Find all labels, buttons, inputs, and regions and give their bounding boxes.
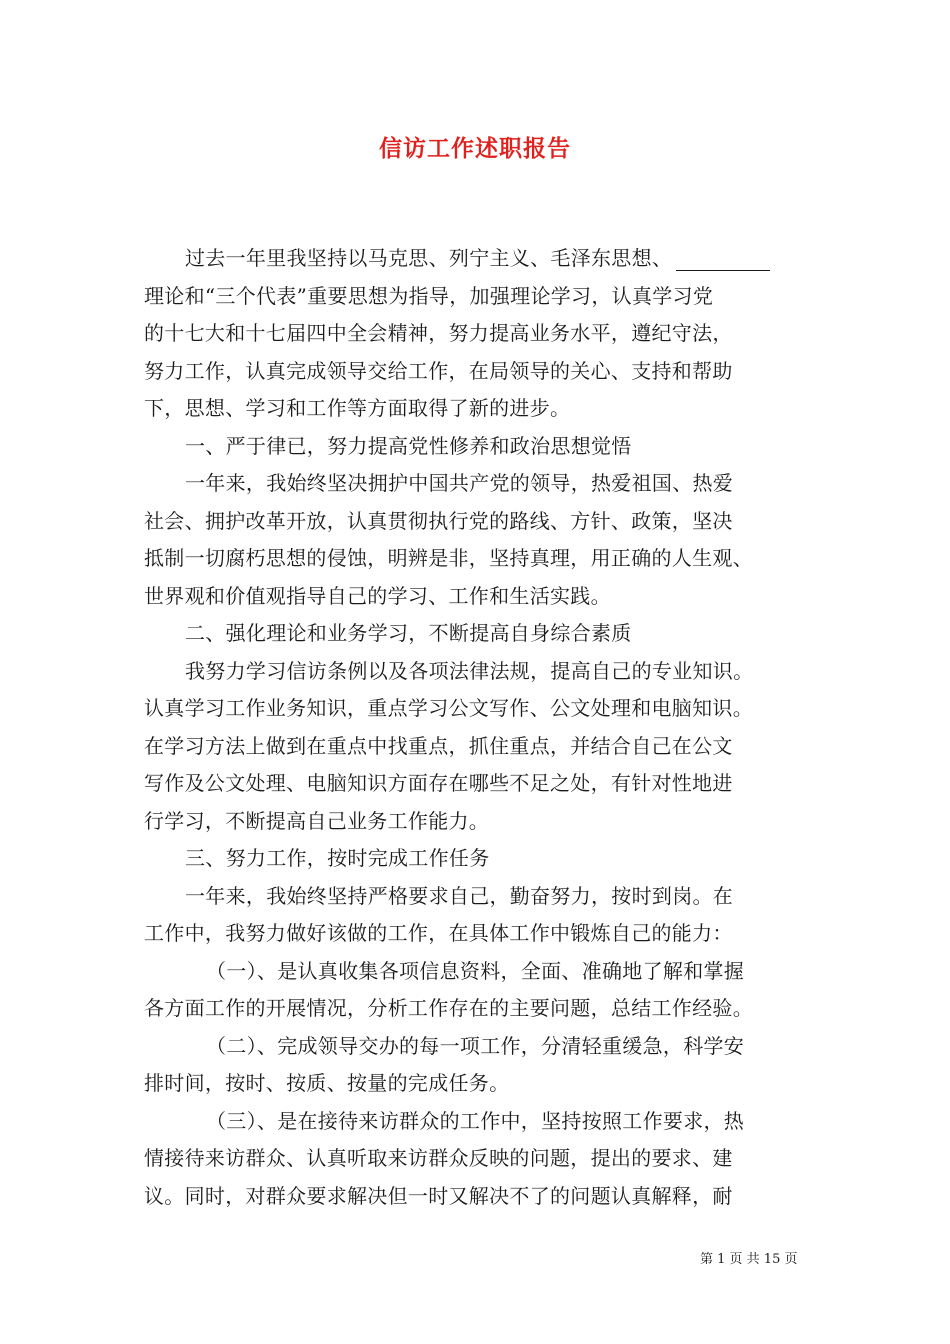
blank-underline [676,248,770,271]
paragraph-line: 过去一年里我坚持以马克思、列宁主义、毛泽东思想、 [144,240,809,278]
paragraph-line: 理论和“三个代表”重要思想为指导，加强理论学习，认真学习党 [144,283,714,308]
paragraph-line: 下，思想、学习和工作等方面取得了新的进步。 [144,396,571,420]
document-body [144,240,809,1215]
paragraph-line: 一年来，我始终坚决拥护中国共产党的领导，热爱祖国、热爱 [185,471,734,495]
paragraph-line: 社会、拥护改革开放，认真贯彻执行党的路线、方针、政策，坚决 [144,508,733,533]
paragraph-line: 在学习方法上做到在重点中找重点，抓住重点，并结合自己在公文 [144,733,733,758]
paragraph-line: 议。同时，对群众要求解决但一时又解决不了的问题认真解释，耐 [144,1183,733,1208]
section-heading: 二、强化理论和业务学习，不断提高自身综合素质 [185,621,632,645]
paragraph-line: 工作中，我努力做好该做的工作，在具体工作中锻炼自己的能力： [144,921,733,945]
paragraph-line: 抵制一切腐朽思想的侵蚀，明辨是非，坚持真理，用正确的人生观、 [144,546,753,570]
paragraph-line: 各方面工作的开展情况，分析工作存在的主要问题，总结工作经验。 [144,996,753,1020]
section-heading: 三、努力工作，按时完成工作任务 [185,846,490,870]
list-item-line: （二）、完成领导交办的每一项工作，分清轻重缓急，科学安 [206,1033,745,1058]
section-heading: 一、严于律已，努力提高党性修养和政治思想觉悟 [185,433,632,458]
page-number-footer: 第 1 页 共 15 页 [700,1252,798,1267]
paragraph-line: 的十七大和十七届四中全会精神，努力提高业务水平，遵纪守法， [144,321,733,345]
list-item-line: （一）、是认真收集各项信息资料，全面、准确地了解和掌握 [206,958,745,983]
paragraph-line: 情接待来访群众、认真听取来访群众反映的问题，提出的要求、建 [144,1146,733,1170]
list-item-line: （三）、是在接待来访群众的工作中，坚持按照工作要求，热 [206,1108,745,1133]
paragraph-line: 写作及公文处理、电脑知识方面存在哪些不足之处，有针对性地进 [144,771,733,795]
document-title: 信访工作述职报告 [379,135,571,162]
paragraph-line: 排时间，按时、按质、按量的完成任务。 [144,1071,510,1095]
paragraph-line: 世界观和价值观指导自己的学习、工作和生活实践。 [144,583,611,608]
paragraph-line: 努力工作，认真完成领导交给工作，在局领导的关心、支持和帮助 [144,358,733,383]
paragraph-line: 行学习，不断提高自己业务工作能力。 [144,808,490,833]
paragraph-line: 认真学习工作业务知识，重点学习公文写作、公文处理和电脑知识。 [144,696,753,720]
paragraph-line: 一年来，我始终坚持严格要求自己，勤奋努力，按时到岗。在 [185,883,734,908]
paragraph-line: 我努力学习信访条例以及各项法律法规，提高自己的专业知识。 [185,658,754,683]
